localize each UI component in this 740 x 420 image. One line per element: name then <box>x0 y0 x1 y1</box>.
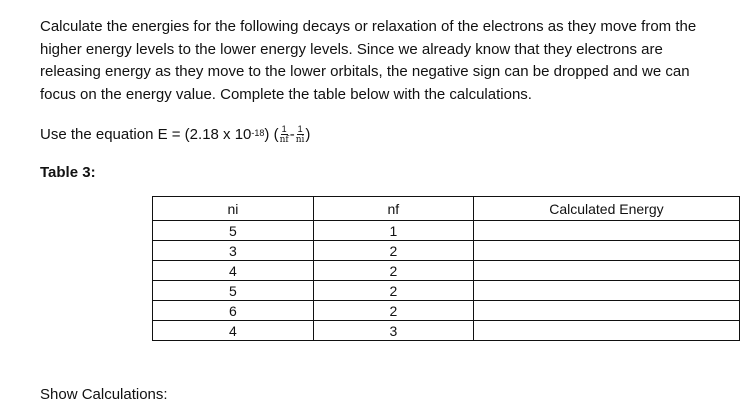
table-row <box>153 321 740 341</box>
table-title: Table 3: <box>40 164 96 181</box>
equation-end: ) <box>305 126 311 143</box>
table-row <box>153 301 740 321</box>
fraction-one-over-nf: $\frac{1}{nf}$ <box>279 124 289 145</box>
table-row <box>153 221 740 241</box>
energy-equation <box>40 124 310 145</box>
equation-minus: - <box>289 126 295 143</box>
fraction-one-over-ni: $\frac{1}{ni}$ <box>295 124 305 145</box>
cell-ni: 4 <box>153 321 314 341</box>
cell-ni: 6 <box>153 301 314 321</box>
cell-energy[interactable] <box>473 221 739 241</box>
cell-energy[interactable] <box>473 281 739 301</box>
cell-energy[interactable] <box>473 241 739 261</box>
energy-table <box>152 196 740 341</box>
header-calculated-energy: Calculated Energy <box>473 197 739 221</box>
cell-ni: 5 <box>153 221 314 241</box>
cell-nf: 2 <box>313 281 473 301</box>
header-nf: nf <box>313 197 473 221</box>
cell-ni: 3 <box>153 241 314 261</box>
table-row <box>153 281 740 301</box>
cell-ni: 4 <box>153 261 314 281</box>
cell-energy[interactable] <box>473 301 739 321</box>
table-header-row <box>153 197 740 221</box>
cell-nf: 3 <box>313 321 473 341</box>
header-ni: ni <box>153 197 314 221</box>
cell-nf: 1 <box>313 221 473 241</box>
instructions-paragraph: Calculate the energies for the following decays or relaxation of the electrons as they move from the higher energy levels to the lower energy levels. Since we already know that they electrons are releasing energy as they move to the lower orbitals, the negative sign can be dropped and we can focus on the energy value. Complete the table below with the calculations. <box>40 18 697 103</box>
cell-energy[interactable] <box>473 321 739 341</box>
table-row <box>153 261 740 281</box>
cell-nf: 2 <box>313 301 473 321</box>
equation-exponent: -18 <box>251 127 265 138</box>
cell-ni: 5 <box>153 281 314 301</box>
cell-energy[interactable] <box>473 261 739 281</box>
equation-prefix: Use the equation E = (2.18 x 10 <box>40 126 252 143</box>
cell-nf: 2 <box>313 261 473 281</box>
equation-close: ) ( <box>264 126 279 143</box>
table-row <box>153 241 740 261</box>
show-calculations-label: Show Calculations: <box>40 386 168 403</box>
cell-nf: 2 <box>313 241 473 261</box>
